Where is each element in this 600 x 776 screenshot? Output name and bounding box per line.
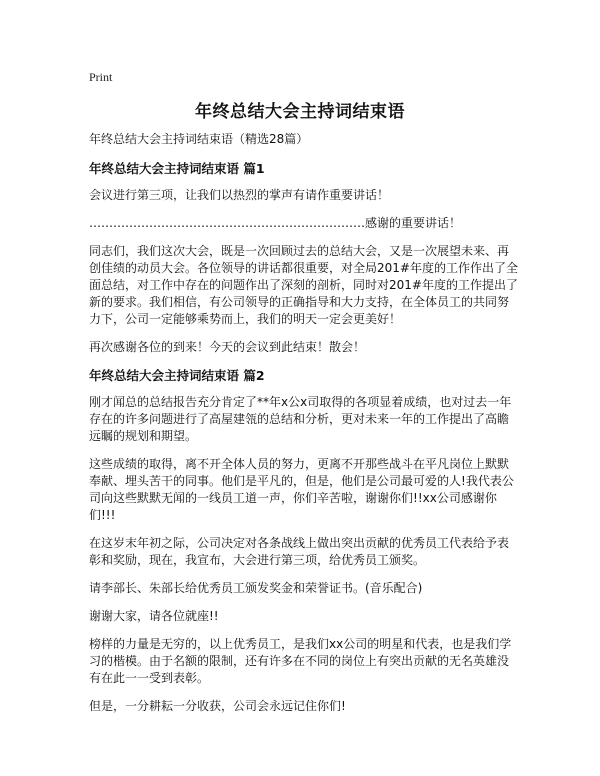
paragraph: 但是，一分耕耘一分收获，公司会永远记住你们! — [89, 699, 346, 713]
paragraph-dots-line: ……………………………………………………………感谢的重要讲话！ — [89, 216, 462, 230]
page-title: 年终总结大会主持词结束语 — [195, 102, 405, 122]
paragraph: 刚才闻总的总结报告充分肯定了**年x公x司取得的各项显着成绩，也对过去一年存在的许多问题进行了高屋建瓴的总结和分析，更对未来一年的工作提出了高瞻远瞩的规划和期望。 — [89, 395, 512, 443]
paragraph: 再次感谢各位的到来！今天的会议到此结束！散会！ — [89, 340, 366, 354]
section-heading-2: 年终总结大会主持词结束语 篇2 — [89, 368, 265, 383]
paragraph: 这些成绩的取得，离不开全体人员的努力，更离不开那些战斗在平凡岗位上默默奉献、埋头苦干的同事。他们是平凡的，但是，他们是公司最可爱的人!我代表公司向这些默默无闻的一线员工道一声，你们辛苦啦，谢谢你们!!xx公司感谢你们!!! — [89, 457, 514, 522]
article-subtitle: 年终总结大会主持词结束语（精选28篇） — [89, 132, 309, 146]
paragraph: 同志们，我们这次大会，既是一次回顾过去的总结大会，又是一次展望未来、再创佳绩的动员大会。各位领导的讲话都很重要，对全局201#年度的工作作出了全面总结，对工作中存在的问题作出了深刻的剖析，同时对201#年度的工作提出了新的要求。我们相信，有公司领导的正确指导和大力支持，在全体员工的共同努力下，公司一定能够乘势而上，我们的明天一定会更美好！ — [89, 244, 518, 326]
article-body — [89, 131, 519, 726]
paragraph: 请李部长、朱部长给优秀员工颁发奖金和荣誉证书。(音乐配合) — [89, 581, 423, 595]
section-heading-1: 年终总结大会主持词结束语 篇1 — [89, 161, 265, 176]
paragraph: 榜样的力量是无穷的，以上优秀员工，是我们xx公司的明星和代表，也是我们学习的楷模。由于名额的限制，还有许多在不同的岗位上有突出贡献的无名英雄没有在此一一受到表彰。 — [89, 637, 512, 685]
paragraph: 谢谢大家，请各位就座!! — [89, 609, 219, 623]
paragraph: 在这岁末年初之际，公司决定对各条战线上做出突出贡献的优秀员工代表给予表彰和奖励，现在，我宣布，大会进行第三项，给优秀员工颁奖。 — [89, 536, 510, 567]
print-link[interactable]: Print — [89, 70, 113, 84]
paragraph: 会议进行第三项，让我们以热烈的掌声有请作重要讲话！ — [89, 188, 390, 202]
